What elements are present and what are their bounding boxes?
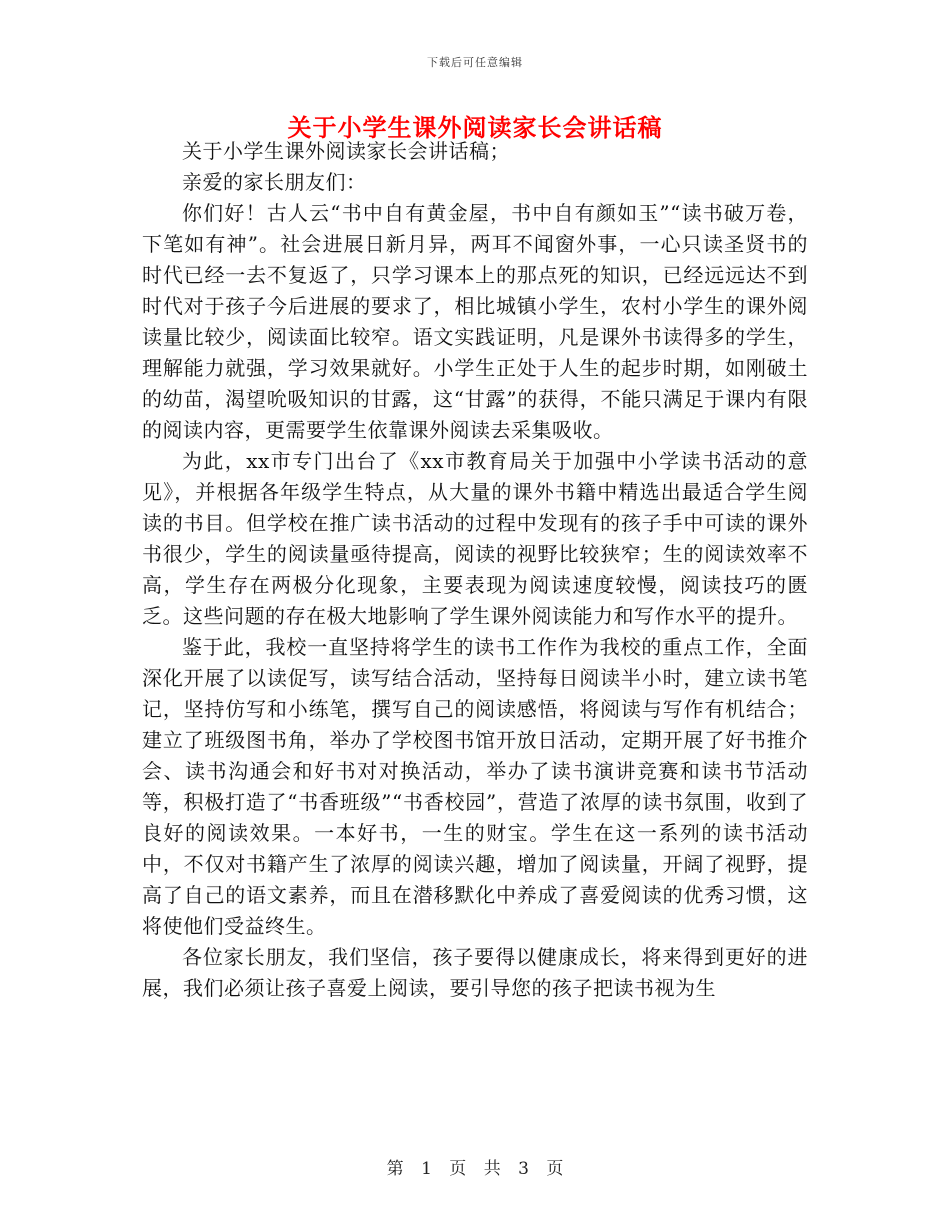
document-title: 关于小学生课外阅读家长会讲话稿 <box>287 113 663 142</box>
footer-page-number: 1 <box>421 1159 432 1179</box>
paragraph-body-2: 为此，xx市专门出台了《xx市教育局关于加强中小学读书活动的意见》，并根据各年级学生特点，从大量的课外书籍中精选出最适合学生阅读的书目。但学校在推广读书活动的过程中发现有的孩子手中可读的课外书很少，学生的阅读量亟待提高，阅读的视野比较狭窄；生的阅读效率不高，学生存在两极分化现象，主要表现为阅读速度较慢，阅读技巧的匮乏。这些问题的存在极大地影响了学生课外阅读能力和写作水平的提升。 <box>142 449 808 628</box>
footer-total-prefix: 共 <box>483 1159 501 1179</box>
paragraph-body-3: 鉴于此，我校一直坚持将学生的读书工作作为我校的重点工作，全面深化开展了以读促写，读写结合活动，坚持每日阅读半小时，建立读书笔记，坚持仿写和小练笔，撰写自己的阅读感悟，将阅读与写作有机结合；建立了班级图书角，举办了学校图书馆开放日活动，定期开展了好书推介会、读书沟通会和好书对对换活动，举办了读书演讲竞赛和读书节活动等，积极打造了“书香班级”“书香校园”，营造了浓厚的读书氛围，收到了良好的阅读效果。一本好书，一生的财宝。学生在这一系列的读书活动中，不仅对书籍产生了浓厚的阅读兴趣，增加了阅读量，开阔了视野，提高了自己的语文素养，而且在潜移默化中养成了喜爱阅读的优秀习惯，这将使他们受益终生。 <box>142 635 808 938</box>
footer-page-mid: 页 <box>449 1159 467 1179</box>
page-footer <box>0 1154 950 1179</box>
header-note: 下载后可任意编辑 <box>427 56 523 69</box>
footer-total-pages: 3 <box>518 1159 529 1179</box>
document-body <box>142 136 808 1004</box>
paragraph-subject: 关于小学生课外阅读家长会讲话稿； <box>182 139 510 163</box>
footer-total-suffix: 页 <box>546 1159 564 1179</box>
footer-page-prefix: 第 <box>386 1159 404 1179</box>
paragraph-body-1: 你们好！古人云“书中自有黄金屋，书中自有颜如玉”“读书破万卷，下笔如有神”。社会进展日新月异，两耳不闻窗外事，一心只读圣贤书的时代已经一去不复返了，只学习课本上的那点死的知识，已经远远达不到时代对于孩子今后进展的要求了，相比城镇小学生，农村小学生的课外阅读量比较少，阅读面比较窄。语文实践证明，凡是课外书读得多的学生，理解能力就强，学习效果就好。小学生正处于人生的起步时期，如刚破土的幼苗，渴望吮吸知识的甘露，这“甘露”的获得，不能只满足于课内有限的阅读内容，更需要学生依靠课外阅读去采集吸收。 <box>142 201 808 442</box>
paragraph-salutation: 亲爱的家长朋友们： <box>182 170 367 194</box>
paragraph-body-4: 各位家长朋友，我们坚信，孩子要得以健康成长，将来得到更好的进展，我们必须让孩子喜爱上阅读，要引导您的孩子把读书视为生 <box>142 945 808 1000</box>
